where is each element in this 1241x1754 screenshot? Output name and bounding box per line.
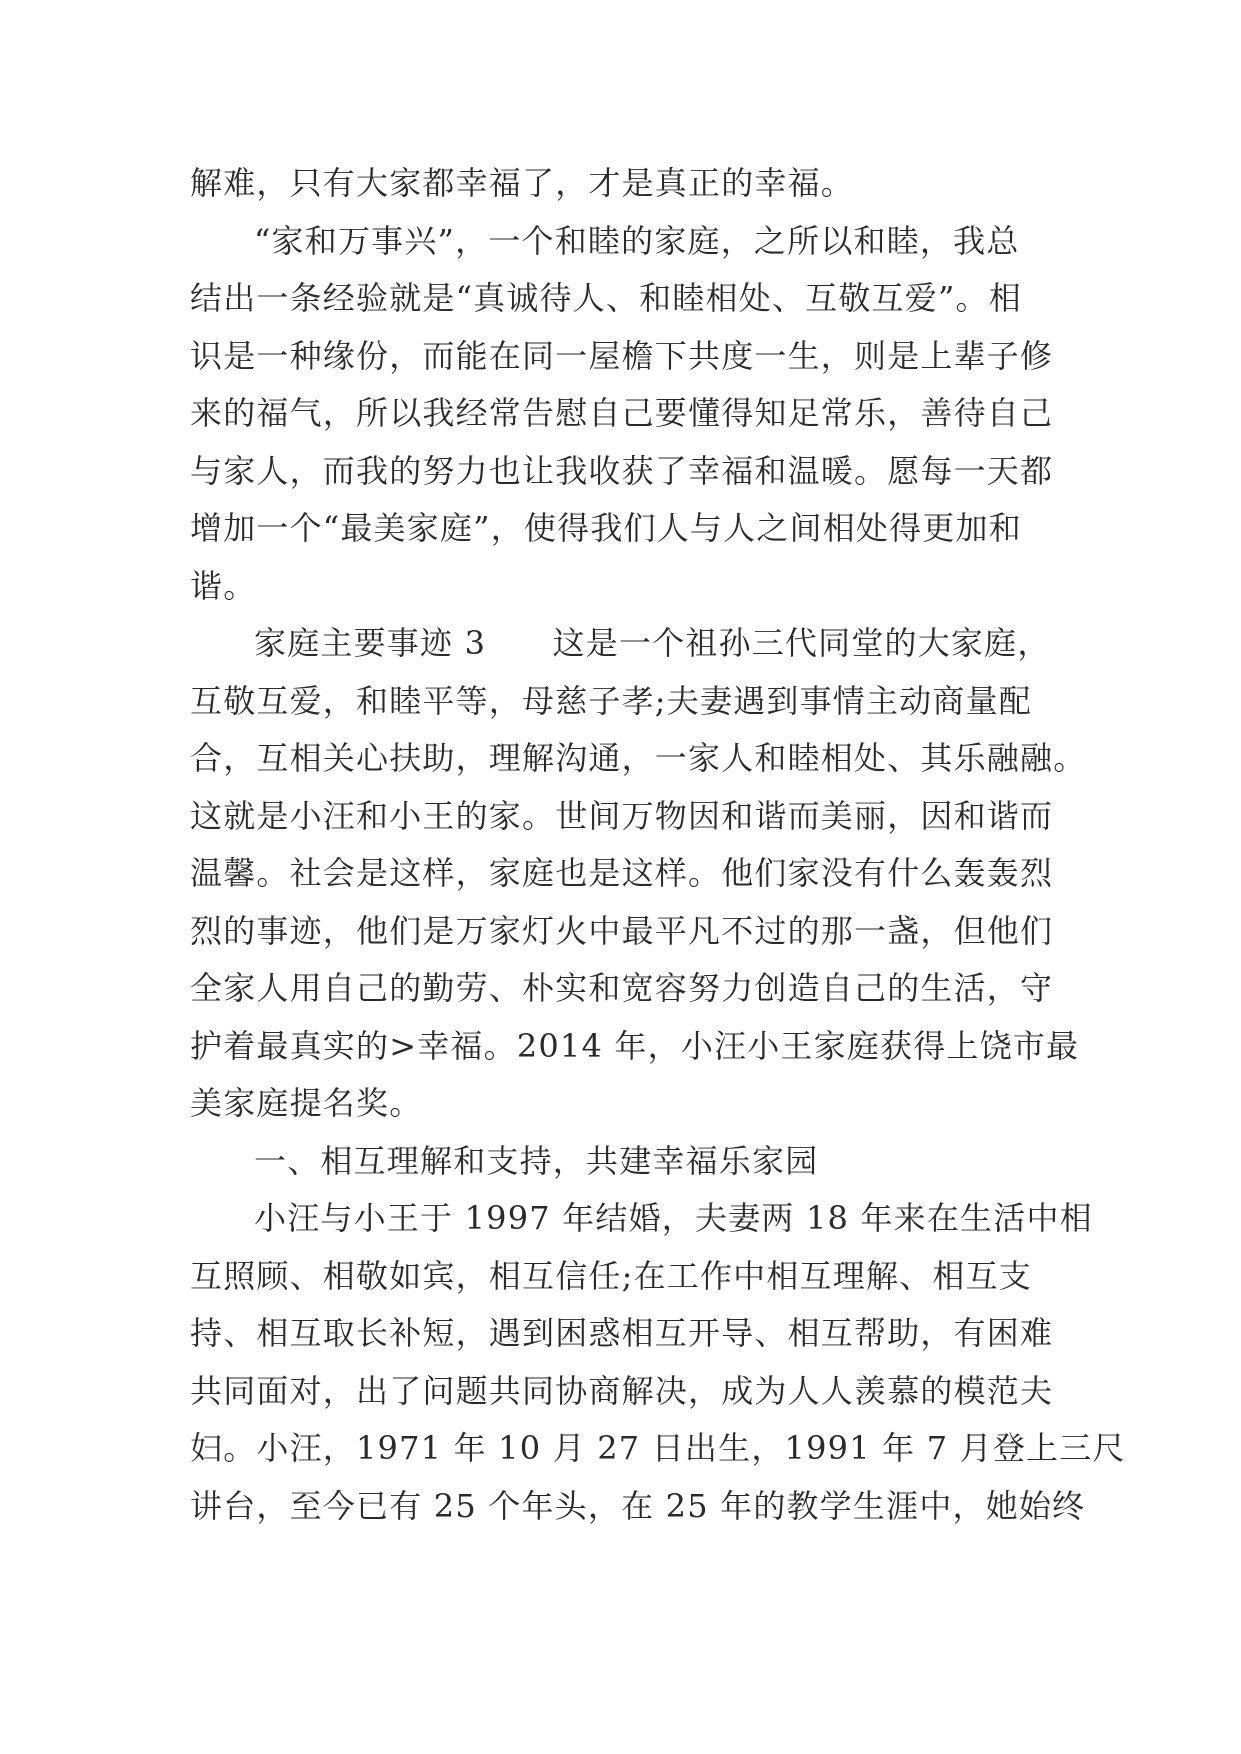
- text-line: 谐。: [190, 566, 257, 605]
- text-line: 持、相互取长补短，遇到困惑相互开导、相互帮助，有困难: [190, 1314, 1054, 1352]
- text-line: 妇。小汪，1971 年 10 月 27 日出生，1991 年 7 月登上三尺: [190, 1429, 1126, 1467]
- text-line: 来的福气，所以我经常告慰自己要懂得知足常乐，善待自己: [190, 394, 1054, 432]
- text-line: 合，互相关心扶助，理解沟通，一家人和睦相处、其乐融融。: [190, 739, 1087, 777]
- text-line: 烈的事迹，他们是万家灯火中最平凡不过的那一盏，但他们: [190, 911, 1054, 950]
- text-line: 讲台，至今已有 25 个年头，在 25 年的教学生涯中，她始终: [190, 1486, 1086, 1525]
- text-line: 解难，只有大家都幸福了，才是真正的幸福。: [190, 164, 855, 202]
- text-line: 共同面对，出了问题共同协商解决，成为人人羡慕的模范夫: [190, 1371, 1054, 1410]
- paragraph-start-line: “家和万事兴”，一个和睦的家庭，之所以和睦，我总: [254, 221, 1020, 260]
- text-line: 结出一条经验就是“真诚待人、和睦相处、互敬互爱”。相: [190, 279, 1022, 317]
- text-line: 增加一个“最美家庭”，使得我们人与人之间相处得更加和: [190, 509, 1022, 547]
- text-line: 护着最真实的>幸福。2014 年，小汪小王家庭获得上饶市最: [190, 1026, 1080, 1065]
- body-text: [190, 155, 1126, 1535]
- text-line: 全家人用自己的勤劳、朴实和宽容努力创造自己的生活，守: [190, 969, 1054, 1007]
- section-heading-line: 家庭主要事迹 3 这是一个祖孙三代同堂的大家庭，: [254, 624, 1051, 662]
- text-line: 与家人，而我的努力也让我收获了幸福和温暖。愿每一天都: [190, 451, 1054, 490]
- subsection-heading: 一、相互理解和支持，共建幸福乐家园: [254, 1141, 819, 1180]
- paragraph-start-line: 小汪与小王于 1997 年结婚，夫妻两 18 年来在生活中相: [254, 1199, 1093, 1237]
- text-line: 美家庭提名奖。: [190, 1084, 423, 1122]
- text-line: 温馨。社会是这样，家庭也是这样。他们家没有什么轰轰烈: [190, 854, 1054, 892]
- text-line: 互照顾、相敬如宾，相互信任;在工作中相互理解、相互支: [190, 1256, 1032, 1295]
- text-line: 识是一种缘份，而能在同一屋檐下共度一生，则是上辈子修: [190, 336, 1054, 375]
- text-line: 互敬互爱，和睦平等，母慈子孝;夫妻遇到事情主动商量配: [190, 681, 1032, 720]
- text-line: 这就是小汪和小王的家。世间万物因和谐而美丽，因和谐而: [190, 796, 1054, 835]
